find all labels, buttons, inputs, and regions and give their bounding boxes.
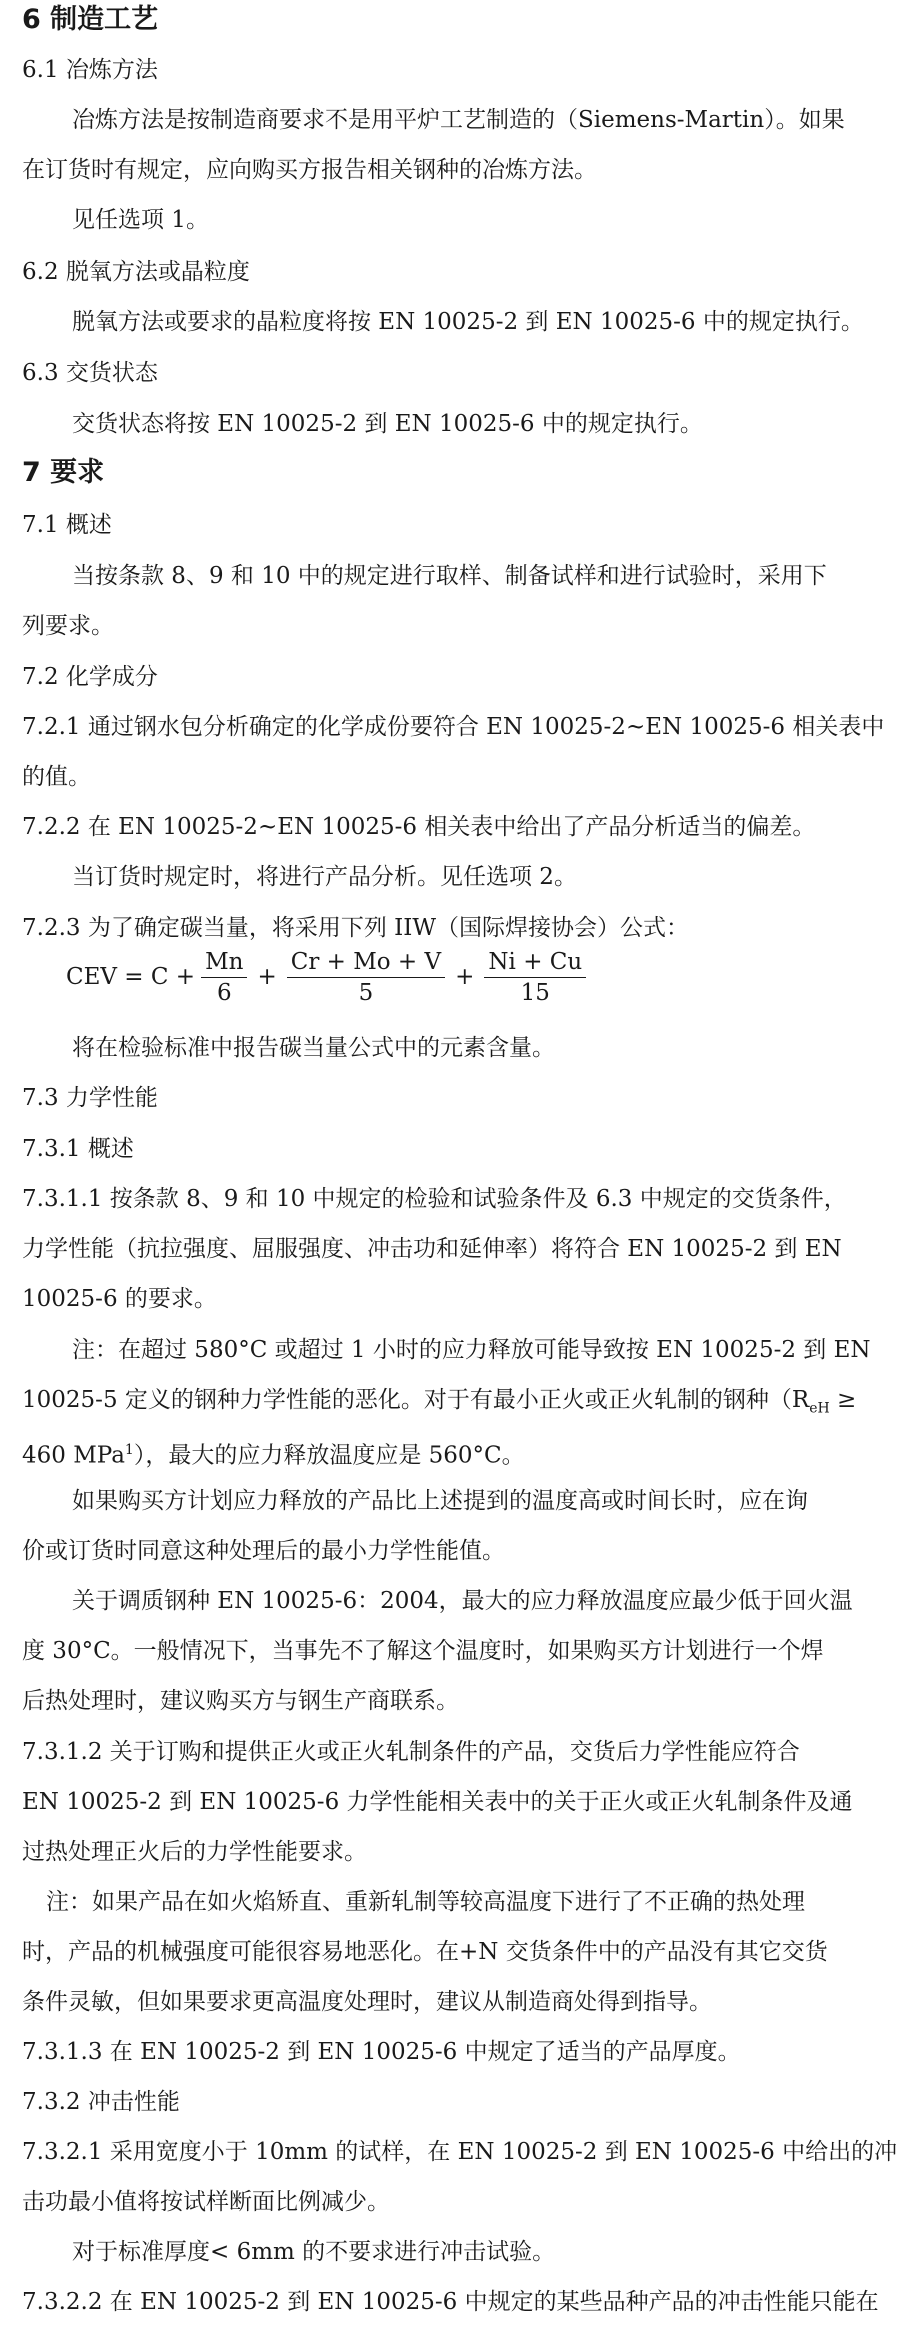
- section-6-title: 6 制造工艺: [22, 4, 159, 35]
- note-text: 10025-5 定义的钢种力学性能的恶化。对于有最小正火或正火轧制的钢种（R: [22, 1387, 810, 1413]
- note-line: [22, 1435, 525, 1471]
- fraction-cr-mo-v: [287, 947, 445, 1008]
- section-7-2-title: 7.2 化学成分: [22, 664, 158, 690]
- section-7-3-1-title: 7.3.1 概述: [22, 1136, 134, 1162]
- paragraph-line: 交货状态将按 EN 10025-2 到 EN 10025-6 中的规定执行。: [72, 411, 703, 437]
- paragraph-line: 冶炼方法是按制造商要求不是用平炉工艺制造的（Siemens-Martin）。如果: [72, 107, 845, 133]
- paragraph-line: 力学性能（抗拉强度、屈服强度、冲击功和延伸率）将符合 EN 10025-2 到 EN: [22, 1236, 842, 1262]
- paragraph-line: 后热处理时，建议购买方与钢生产商联系。: [22, 1688, 459, 1714]
- paragraph-line: 7.3.2.2 在 EN 10025-2 到 EN 10025-6 中规定的某些品种产品的冲击性能只能在: [22, 2289, 879, 2315]
- paragraph-line: 关于调质钢种 EN 10025-6：2004，最大的应力释放温度应最少低于回火温: [72, 1588, 853, 1614]
- section-6-3-title: 6.3 交货状态: [22, 360, 158, 386]
- superscript: 1: [124, 1442, 134, 1458]
- paragraph-line: 7.2.3 为了确定碳当量，将采用下列 IIW（国际焊接协会）公式：: [22, 915, 689, 941]
- plus-sign: +: [257, 964, 277, 990]
- section-7-title: 7 要求: [22, 457, 105, 488]
- section-6-2-title: 6.2 脱氧方法或晶粒度: [22, 259, 250, 285]
- paragraph-line: 将在检验标准中报告碳当量公式中的元素含量。: [72, 1035, 555, 1061]
- fraction-numerator: Cr + Mo + V: [287, 947, 445, 978]
- paragraph-line: 7.2.1 通过钢水包分析确定的化学成份要符合 EN 10025-2~EN 10025-6 相关表中: [22, 714, 885, 740]
- fraction-denominator: 5: [358, 979, 374, 1006]
- subscript: eH: [809, 1400, 830, 1417]
- paragraph-line: 度 30°C。一般情况下，当事先不了解这个温度时，如果购买方计划进行一个焊: [22, 1638, 824, 1664]
- fraction-mn: [201, 947, 247, 1008]
- note-line: 注：在超过 580°C 或超过 1 小时的应力释放可能导致按 EN 10025-2 到 EN: [72, 1337, 871, 1363]
- paragraph-line: 的值。: [22, 764, 91, 790]
- fraction-numerator: Mn: [201, 947, 247, 978]
- paragraph-line: 7.3.2.1 采用宽度小于 10mm 的试样，在 EN 10025-2 到 EN 10025-6 中给出的冲: [22, 2139, 898, 2165]
- paragraph-line: 脱氧方法或要求的晶粒度将按 EN 10025-2 到 EN 10025-6 中的规定执行。: [72, 309, 864, 335]
- section-6-1-title: 6.1 冶炼方法: [22, 57, 158, 83]
- note-line: 注：如果产品在如火焰矫直、重新轧制等较高温度下进行了不正确的热处理: [46, 1889, 805, 1915]
- paragraph-line: 击功最小值将按试样断面比例减少。: [22, 2189, 390, 2215]
- paragraph-line: 见任选项 1。: [72, 207, 209, 233]
- section-7-3-2-title: 7.3.2 冲击性能: [22, 2089, 180, 2115]
- paragraph-line: EN 10025-2 到 EN 10025-6 力学性能相关表中的关于正火或正火轧制条件及通: [22, 1789, 853, 1815]
- section-7-3-title: 7.3 力学性能: [22, 1085, 158, 1111]
- paragraph-line: 列要求。: [22, 613, 114, 639]
- note-text: ），最大的应力释放温度应是 560°C。: [133, 1442, 525, 1469]
- cev-lhs: CEV = C +: [66, 964, 196, 990]
- note-line: 时，产品的机械强度可能很容易地恶化。在+N 交货条件中的产品没有其它交货: [22, 1939, 828, 1965]
- paragraph-line: 价或订货时同意这种处理后的最小力学性能值。: [22, 1538, 505, 1564]
- fraction-denominator: 6: [216, 979, 232, 1006]
- fraction-denominator: 15: [520, 979, 550, 1006]
- paragraph-line: 当订货时规定时，将进行产品分析。见任选项 2。: [72, 864, 577, 890]
- paragraph-line: 10025-6 的要求。: [22, 1286, 217, 1312]
- plus-sign: +: [455, 964, 475, 990]
- fraction-ni-cu: [484, 947, 586, 1008]
- paragraph-line: 对于标准厚度< 6mm 的不要求进行冲击试验。: [72, 2239, 556, 2265]
- paragraph-line: 7.2.2 在 EN 10025-2~EN 10025-6 相关表中给出了产品分析适当的偏差。: [22, 814, 816, 840]
- note-line: [22, 1385, 856, 1424]
- paragraph-line: 如果购买方计划应力释放的产品比上述提到的温度高或时间长时，应在询: [72, 1488, 808, 1514]
- note-text: ≥: [829, 1387, 857, 1413]
- paragraph-line: 7.3.1.1 按条款 8、9 和 10 中规定的检验和试验条件及 6.3 中规定的交货条件，: [22, 1186, 847, 1212]
- paragraph-line: 7.3.1.3 在 EN 10025-2 到 EN 10025-6 中规定了适当的产品厚度。: [22, 2039, 741, 2065]
- paragraph-line: 7.3.1.2 关于订购和提供正火或正火轧制条件的产品，交货后力学性能应符合: [22, 1739, 800, 1765]
- cev-formula: [66, 942, 592, 1012]
- paragraph-line: 当按条款 8、9 和 10 中的规定进行取样、制备试样和进行试验时，采用下: [72, 563, 827, 589]
- note-line: 条件灵敏，但如果要求更高温度处理时，建议从制造商处得到指导。: [22, 1989, 712, 2015]
- paragraph-line: 过热处理正火后的力学性能要求。: [22, 1839, 367, 1865]
- note-text: 460 MPa: [22, 1442, 125, 1469]
- paragraph-line: 在订货时有规定，应向购买方报告相关钢种的冶炼方法。: [22, 157, 597, 183]
- fraction-numerator: Ni + Cu: [484, 947, 586, 978]
- section-7-1-title: 7.1 概述: [22, 512, 112, 538]
